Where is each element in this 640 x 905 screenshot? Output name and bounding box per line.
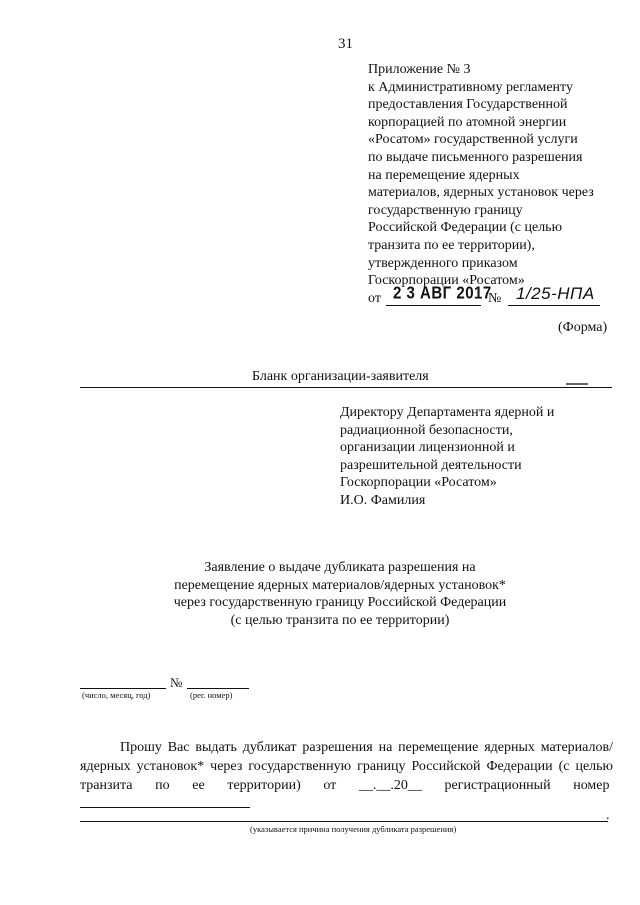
letterhead-title: Бланк организации-заявителя xyxy=(252,369,429,384)
from-label: от xyxy=(368,291,381,306)
appendix-line: к Административному регламенту xyxy=(368,79,573,95)
handwritten-number: 1/25-НПА xyxy=(516,284,595,303)
reg-number-caption: (рег. номер) xyxy=(190,690,233,700)
statement-title xyxy=(150,559,530,629)
appendix-line: корпорацией по атомной энергии xyxy=(368,114,567,130)
appendix-line: государственную границу xyxy=(368,202,523,218)
addressee-line: И.О. Фамилия xyxy=(340,492,426,508)
addressee-line: разрешительной деятельности xyxy=(340,457,522,473)
appendix-line: утвержденного приказом xyxy=(368,255,518,271)
statement-line: (с целью транзита по ее территории) xyxy=(230,612,450,628)
order-date-number-row xyxy=(368,283,630,311)
date-caption: (число, месяц, год) xyxy=(82,690,151,700)
number-label: № xyxy=(488,291,502,306)
addressee-line: организации лицензионной и xyxy=(340,440,515,456)
letterhead-rule xyxy=(80,387,612,388)
appendix-line: материалов, ядерных установок через xyxy=(368,185,594,201)
registration-number-sign: № xyxy=(170,675,183,690)
reason-caption: (указывается причина получения дубликата разрешения) xyxy=(250,824,457,834)
statement-line: перемещение ядерных материалов/ядерных установок* xyxy=(174,577,506,593)
date-field-line[interactable] xyxy=(80,688,166,689)
form-label: (Форма) xyxy=(558,320,608,335)
registration-number-field[interactable] xyxy=(80,807,250,808)
addressee-line: радиационной безопасности, xyxy=(340,422,513,438)
request-paragraph xyxy=(80,738,613,814)
appendix-line: Госкорпорации «Росатом» xyxy=(368,273,525,289)
addressee-line: Госкорпорации «Росатом» xyxy=(340,475,497,491)
reason-end-dot: . xyxy=(606,808,610,823)
registration-block xyxy=(80,672,280,702)
appendix-line: Российской Федерации (с целью xyxy=(368,220,563,236)
appendix-line: Приложение № 3 xyxy=(368,62,471,77)
appendix-line: «Росатом» государственной услуги xyxy=(368,132,578,148)
appendix-line: предоставления Государственной xyxy=(368,97,568,113)
date-underline xyxy=(386,305,481,306)
page-number: 31 xyxy=(338,36,353,52)
reason-field-line[interactable] xyxy=(80,821,608,822)
number-underline xyxy=(508,305,600,306)
appendix-line: транзита по ее территории), xyxy=(368,237,535,253)
addressee-line: Директору Департамента ядерной и xyxy=(340,405,555,420)
handwritten-date: 2 3 АВГ 2017 xyxy=(393,283,492,304)
addressee-block xyxy=(340,404,610,510)
request-text: Прошу Вас выдать дубликат разрешения на перемещение ядерных материалов/ядерных установок* через государственную границу Российской Федерации (с целью транзита по ее территории) от __.__.20__ регистрационный номер xyxy=(80,740,613,793)
reg-number-field-line[interactable] xyxy=(187,688,249,689)
scan-mark xyxy=(566,382,588,386)
appendix-header xyxy=(368,61,628,290)
appendix-line: по выдаче письменного разрешения xyxy=(368,149,583,165)
appendix-line: на перемещение ядерных xyxy=(368,167,520,183)
statement-line: через государственную границу Российской Федерации xyxy=(173,595,507,611)
statement-line: Заявление о выдаче дубликата разрешения на xyxy=(204,560,476,575)
